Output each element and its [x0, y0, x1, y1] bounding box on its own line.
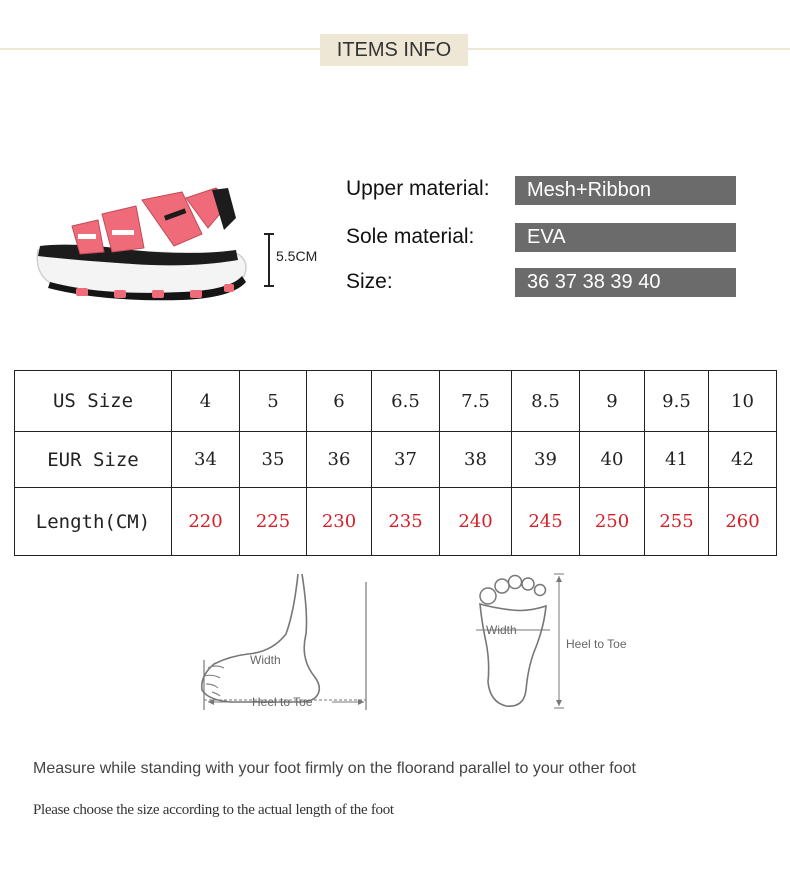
table-cell: 6: [307, 371, 372, 432]
table-cell: 7.5: [440, 371, 512, 432]
table-cell: 245: [512, 488, 580, 556]
table-cell: 10: [709, 371, 777, 432]
table-cell: 230: [307, 488, 372, 556]
table-cell: 9: [580, 371, 645, 432]
table-cell: 40: [580, 432, 645, 488]
spec-label-upper-material: Upper material:: [346, 177, 490, 200]
table-cell: 235: [372, 488, 440, 556]
sole-width-label: Width: [486, 623, 517, 637]
row-label-eur-size: EUR Size: [15, 432, 172, 488]
sole-length-label: Heel to Toe: [566, 637, 627, 651]
spec-label-size: Size:: [346, 270, 393, 293]
size-chart-table: [14, 370, 777, 556]
header-rule-left: [0, 48, 320, 50]
table-cell: 240: [440, 488, 512, 556]
spec-value-size: 36 37 38 39 40: [515, 268, 736, 297]
table-cell: 35: [240, 432, 307, 488]
section-title: ITEMS INFO: [320, 34, 468, 66]
table-row-length: [15, 488, 777, 556]
height-indicator-icon: [262, 232, 276, 288]
row-label-us-size: US Size: [15, 371, 172, 432]
table-cell: 5: [240, 371, 307, 432]
spec-value-upper-material: Mesh+Ribbon: [515, 176, 736, 205]
table-cell: 37: [372, 432, 440, 488]
table-row-us-size: [15, 371, 777, 432]
table-cell: 250: [580, 488, 645, 556]
table-row-eur-size: [15, 432, 777, 488]
table-cell: 34: [172, 432, 240, 488]
table-cell: 8.5: [512, 371, 580, 432]
table-cell: 4: [172, 371, 240, 432]
table-cell: 260: [709, 488, 777, 556]
side-length-label: Heel to Toe: [252, 695, 313, 709]
foot-side-diagram: [190, 572, 380, 722]
table-cell: 36: [307, 432, 372, 488]
foot-sole-diagram: [468, 572, 658, 722]
table-cell: 6.5: [372, 371, 440, 432]
table-cell: 42: [709, 432, 777, 488]
spec-label-sole-material: Sole material:: [346, 225, 475, 248]
table-cell: 9.5: [645, 371, 709, 432]
table-cell: 220: [172, 488, 240, 556]
table-cell: 255: [645, 488, 709, 556]
side-width-label: Width: [250, 653, 281, 667]
table-cell: 41: [645, 432, 709, 488]
sandal-image: [32, 184, 254, 302]
header-rule-right: [468, 48, 790, 50]
size-choice-instruction: Please choose the size according to the actual length of the foot: [33, 802, 394, 818]
sole-height-label: 5.5CM: [276, 248, 318, 264]
row-label-length: Length(CM): [15, 488, 172, 556]
spec-value-sole-material: EVA: [515, 223, 736, 252]
table-cell: 38: [440, 432, 512, 488]
measure-instruction: Measure while standing with your foot firmly on the floorand parallel to your other foot: [33, 760, 636, 777]
table-cell: 39: [512, 432, 580, 488]
table-cell: 225: [240, 488, 307, 556]
